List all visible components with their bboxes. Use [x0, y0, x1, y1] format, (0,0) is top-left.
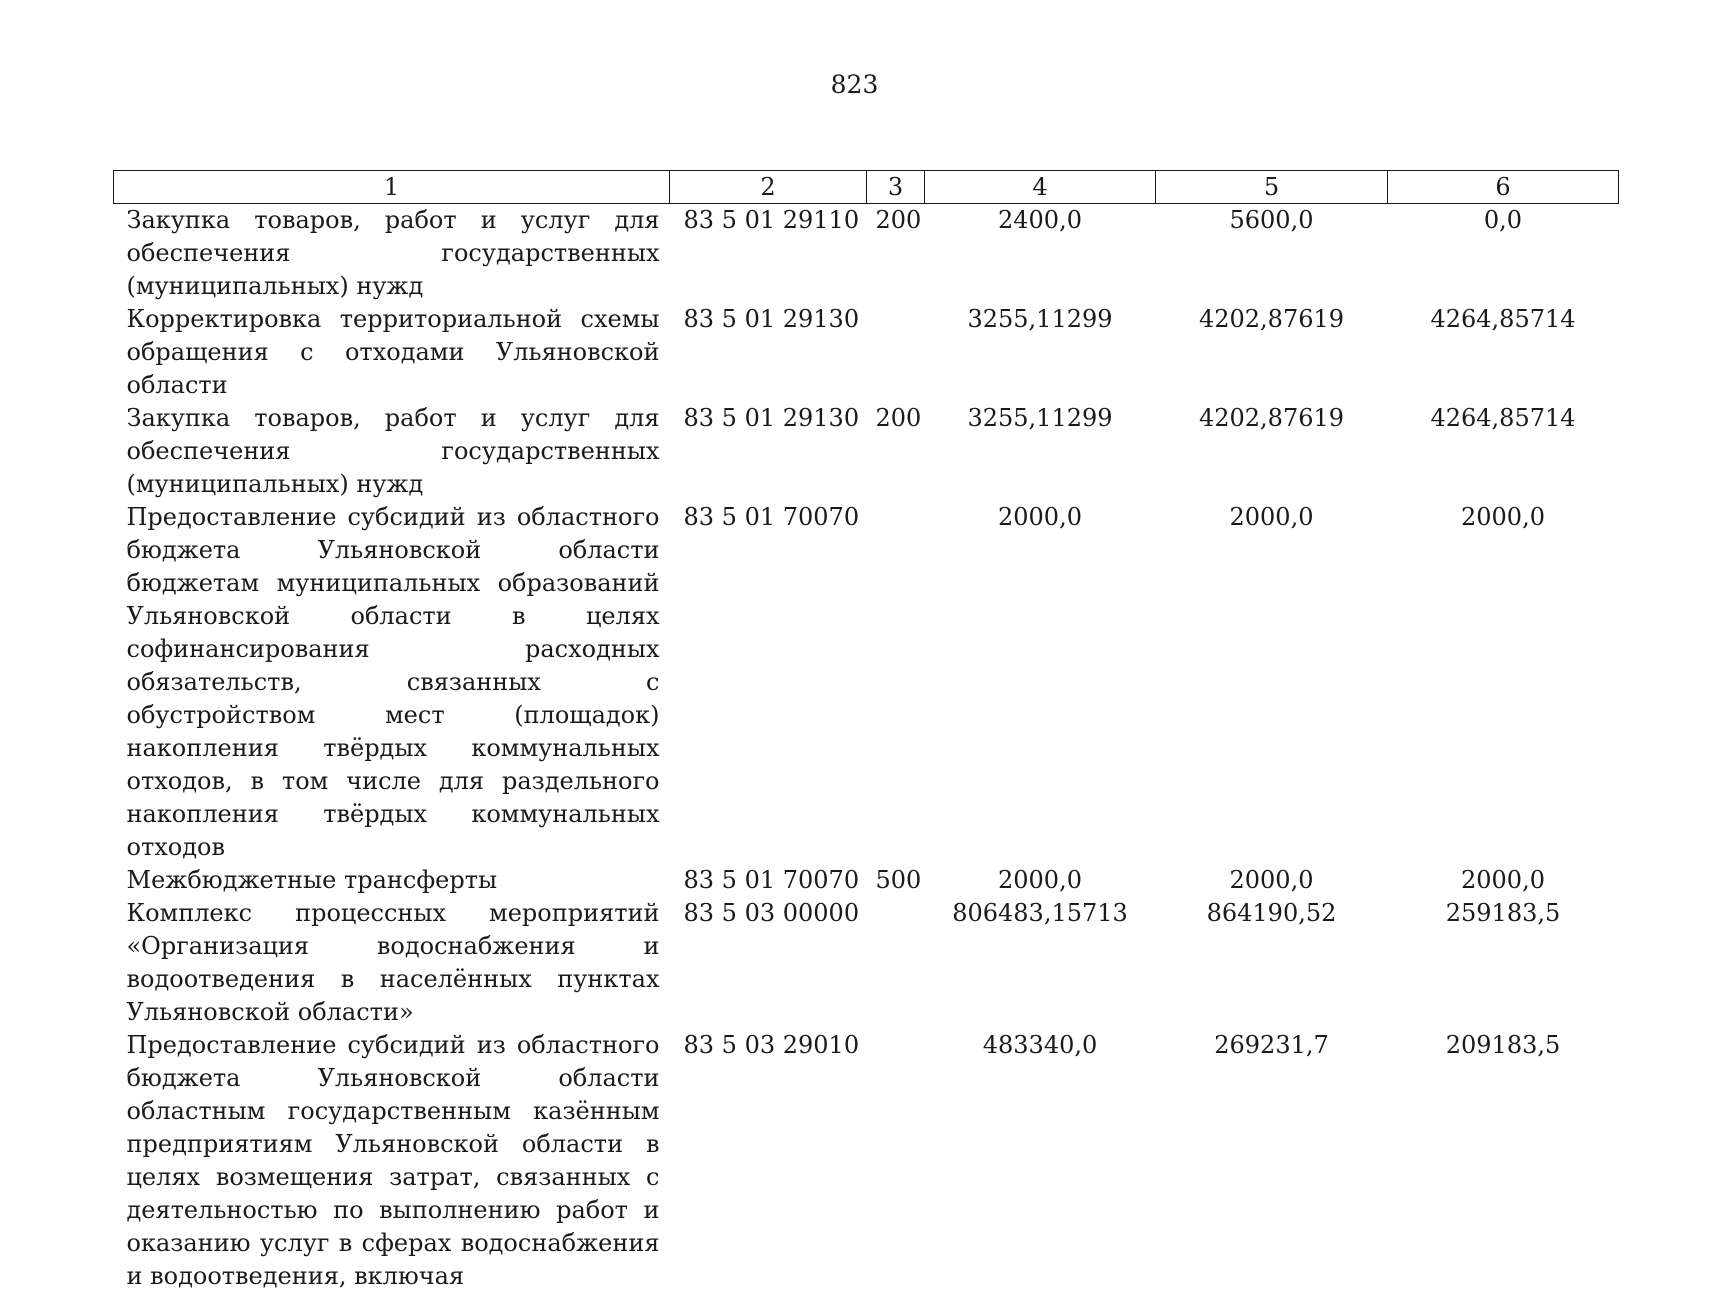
row-value-5: 269231,7: [1156, 1029, 1388, 1293]
table-row: [114, 897, 1619, 1029]
row-code: 83 5 01 29130: [670, 303, 867, 402]
row-type: [867, 897, 925, 1029]
table-row: [114, 204, 1619, 304]
row-name: Закупка товаров, работ и услуг для обеспечения государственных (муниципальных) нужд: [114, 204, 670, 304]
row-type: [867, 501, 925, 864]
row-name: Предоставление субсидий из областного бюджета Ульяновской области областным государственным казённым предприятиям Ульяновской области в целях возмещения затрат, связанных с деятельностью по выполнению работ и оказанию услуг в сферах водоснабжения и водоотведения, включая: [114, 1029, 670, 1293]
row-value-4: 2000,0: [925, 864, 1156, 897]
header-col-6: 6: [1388, 171, 1619, 204]
row-type: [867, 303, 925, 402]
row-value-4: 2000,0: [925, 501, 1156, 864]
table-row: [114, 402, 1619, 501]
row-value-5: 4202,87619: [1156, 402, 1388, 501]
row-value-5: 2000,0: [1156, 501, 1388, 864]
row-name: Закупка товаров, работ и услуг для обеспечения государственных (муниципальных) нужд: [114, 402, 670, 501]
row-type: [867, 1029, 925, 1293]
row-value-6: 259183,5: [1388, 897, 1619, 1029]
budget-table-container: [113, 170, 1618, 1293]
row-type: 200: [867, 204, 925, 304]
row-value-5: 864190,52: [1156, 897, 1388, 1029]
row-name: Комплекс процессных мероприятий «Организация водоснабжения и водоотведения в населённых пунктах Ульяновской области»: [114, 897, 670, 1029]
table-row: [114, 864, 1619, 897]
row-value-4: 3255,11299: [925, 303, 1156, 402]
page-number: 823: [0, 70, 1709, 99]
row-value-4: 3255,11299: [925, 402, 1156, 501]
row-name: Корректировка территориальной схемы обращения с отходами Ульяновской области: [114, 303, 670, 402]
row-code: 83 5 01 70070: [670, 864, 867, 897]
header-col-2: 2: [670, 171, 867, 204]
row-value-4: 806483,15713: [925, 897, 1156, 1029]
row-value-4: 2400,0: [925, 204, 1156, 304]
header-col-3: 3: [867, 171, 925, 204]
row-value-6: 2000,0: [1388, 864, 1619, 897]
budget-table: [113, 170, 1619, 1293]
row-value-6: 0,0: [1388, 204, 1619, 304]
row-name: Предоставление субсидий из областного бюджета Ульяновской области бюджетам муниципальных образований Ульяновской области в целях софинансирования расходных обязательств, связанных с обустройством мест (площадок) накопления твёрдых коммунальных отходов, в том числе для раздельного накопления твёрдых коммунальных отходов: [114, 501, 670, 864]
header-col-4: 4: [925, 171, 1156, 204]
table-row: [114, 1029, 1619, 1293]
row-value-5: 5600,0: [1156, 204, 1388, 304]
row-code: 83 5 01 29130: [670, 402, 867, 501]
row-code: 83 5 03 29010: [670, 1029, 867, 1293]
row-code: 83 5 03 00000: [670, 897, 867, 1029]
row-value-4: 483340,0: [925, 1029, 1156, 1293]
row-value-6: 209183,5: [1388, 1029, 1619, 1293]
row-value-6: 4264,85714: [1388, 402, 1619, 501]
table-row: [114, 501, 1619, 864]
row-type: 500: [867, 864, 925, 897]
row-code: 83 5 01 29110: [670, 204, 867, 304]
table-row: [114, 303, 1619, 402]
row-value-5: 4202,87619: [1156, 303, 1388, 402]
header-col-5: 5: [1156, 171, 1388, 204]
table-header: [114, 171, 1619, 204]
row-name: Межбюджетные трансферты: [114, 864, 670, 897]
header-col-1: 1: [114, 171, 670, 204]
header-row: [114, 171, 1619, 204]
row-type: 200: [867, 402, 925, 501]
row-value-5: 2000,0: [1156, 864, 1388, 897]
table-body: [114, 204, 1619, 1293]
row-code: 83 5 01 70070: [670, 501, 867, 864]
row-value-6: 4264,85714: [1388, 303, 1619, 402]
row-value-6: 2000,0: [1388, 501, 1619, 864]
